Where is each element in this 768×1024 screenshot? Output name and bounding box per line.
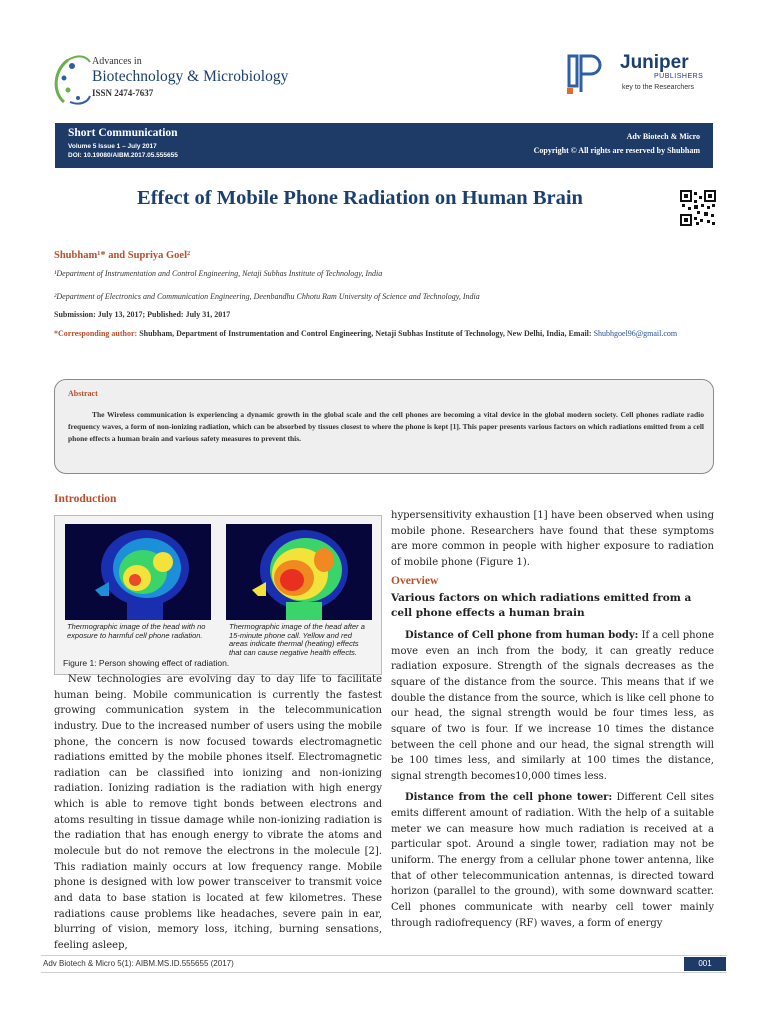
article-title: Effect of Mobile Phone Radiation on Human Brain [137,187,583,209]
copyright: Copyright © All rights are reserved by Shubham [533,146,700,155]
thermographic-image-after [226,524,372,620]
corresponding-text: Shubham, Department of Instrumentation and Control Engineering, Netaji Subhas Institute of Technology, New Delhi, India, Email: [137,329,594,338]
abstract-text: The Wireless communication is experiencing a dynamic growth in the global scale and the cell phones are becoming a vital device in the global modern society. Cell phones radiate radio frequency waves, a form of non-ionizing radiation, which can be absorbed by tissues closest to where the phone is kept [1]. This paper presents various factors on which radiations emitted from a cell phone effects a human brain and various safety measures to prevent this. [68,410,704,444]
thermographic-image-before [65,524,211,620]
volume-issue: Volume 5 Issue 1 – July 2017 [68,143,157,150]
right-column [391,508,714,931]
paragraph-tower-text: Different Cell sites emits different amount of radiation. With the help of a suitable meter we can measure how much radiation is received at a particular spot. Around a single tower, radiation may not be uniform. The energy from a cellular phone tower antenna, like that of other telecommunication antennas, is directed toward horizon (parallel to the ground), with some downward scatter. Cell phones communicate with nearby cell tower mainly through radiofrequency (RF) waves, a form of energy [391,792,714,929]
paragraph-distance-body [391,628,714,784]
abstract-box [54,379,714,474]
corresponding-author [54,328,724,340]
affiliation-2: ²Department of Electronics and Communication Engineering, Deenbandhu Chhotu Ram University of Science and Technology, India [54,292,480,301]
qr-code-icon [680,190,716,226]
figure-caption: Figure 1: Person showing effect of radiation. [63,658,230,668]
corresponding-label: *Corresponding author: [54,329,138,338]
journal-short-name: Adv Biotech & Micro [626,132,700,141]
doi: DOI: 10.19080/AIBM.2017.05.555655 [68,152,178,159]
publisher-sub: PUBLISHERS [654,73,704,80]
figure-1 [54,515,382,675]
footer [41,955,727,973]
continuation-paragraph: hypersensitivity exhaustion [1] have been observed when using mobile phone. Researchers have found that these symptoms are more common in people with higher exposure to radiation of mobile phone (Figure 1). [391,510,714,568]
paragraph-tower [391,790,714,931]
journal-name: Biotechnology & Microbiology [92,68,289,85]
paragraph-distance-lead: Distance of Cell phone from human body: [405,630,639,642]
article-type: Short Communication [68,127,178,139]
footer-citation: Adv Biotech & Micro 5(1): AIBM.MS.ID.555655 (2017) [43,959,234,968]
journal-issn: ISSN 2474-7637 [92,88,154,98]
paragraph-distance-text: If a cell phone move even an inch from the body, it can greatly reduce radiation exposure. Strength of the signals decreases as the square of the distance from the source. This means that if we double the distance from the source, which is like cell phone to our head, the signal strength would be four times less, as square of two is four. If we increase 10 times the distance between the cell phone and our head, the signal strength will be 100 times less, and similarly at 100 times the distance, signal strength becomes10,000 times less. [391,630,714,782]
overview-heading: Overview [391,574,439,587]
introduction-body: New technologies are evolving day to day life to facilitate human being. Mobile communication is currently the fastest growing communication system in the telecommunication industry. Due to the increased number of users using the mobile phone, the concern is now focused towards electromagnetic radiations emitted by the mobile phones itself. Electromagnetic radiation can be classified into ionizing and non-ionizing radiation. Ionizing radiation is the radiation with high energy which is able to remove tight bonds between electrons and atoms resulting in tissue damage while non-ionizing radiation is the radiation that has enough energy to vibrate the atoms and molecule but do not remove the electrons in the molecule [2]. This radiation mainly occurs at low frequency range. Mobile phone is designed with low power transceiver to transmit voice and data to base station is located at few kilometres. These radiations cause problems like headaches, severe pain in ear, blurring of vision, memory loss, itching, burning sensations, feeling asleep, [54,674,382,951]
figure-caption-left: Thermographic image of the head with no exposure to harmful cell phone radiation. [67,622,206,640]
overview-subheading: Various factors on which radiations emitted from a cell phone effects a human brain [391,591,692,620]
publisher-tagline: key to the Researchers [622,84,694,91]
journal-advances: Advances in [92,56,142,67]
submission-dates: Submission: July 13, 2017; Published: July 31, 2017 [54,310,231,319]
corresponding-email-link[interactable]: Shubhgoel96@gmail.com [593,329,678,338]
page-number: 001 [684,957,726,971]
publisher-logo-icon [565,52,605,98]
paragraph-tower-lead: Distance from the cell phone tower: [405,792,613,804]
publisher-name: Juniper [620,52,689,73]
abstract-heading: Abstract [68,389,98,398]
introduction-heading: Introduction [54,493,117,505]
authors: Shubham¹* and Supriya Goel² [54,250,191,261]
affiliation-1: ¹Department of Instrumentation and Control Engineering, Netaji Subhas Institute of Technology, India [54,269,383,278]
header-band [55,123,713,168]
figure-caption-right: Thermographic image of the head after a 15-minute phone call. Yellow and red areas indicate thermal (heating) effects that can cause negative health effects. [229,622,365,657]
